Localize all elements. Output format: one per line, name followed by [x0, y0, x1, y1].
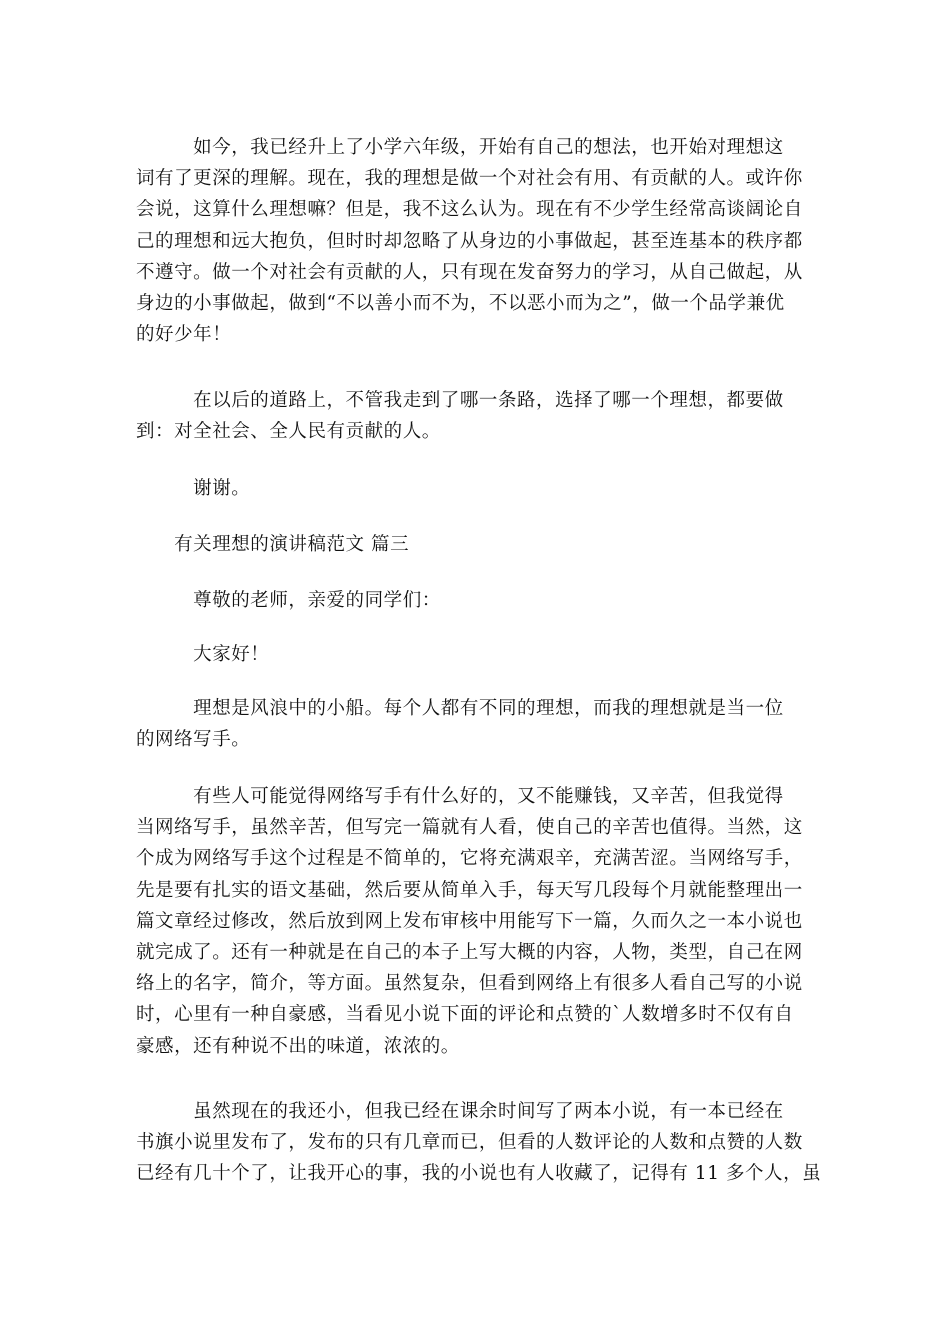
paragraph — [136, 385, 816, 447]
section-heading — [136, 529, 816, 560]
text-line: 到：对全社会、全人民有贡献的人。 — [136, 421, 441, 443]
paragraph — [136, 781, 816, 1062]
text-line: 如今，我已经升上了小学六年级，开始有自己的想法，也开始对理想这 — [136, 137, 784, 158]
text-line: 络上的名字，简介，等方面。虽然复杂，但看到网络上有很多人看自己写的小说 — [136, 973, 803, 995]
paragraph — [136, 585, 816, 616]
text-line: 先是要有扎实的语文基础，然后要从简单入手，每天写几段每个月就能整理出一 — [136, 879, 803, 901]
text-line: 尊敬的老师，亲爱的同学们： — [136, 590, 441, 611]
text-line: 身边的小事做起，做到“不以善小而不为，不以恶小而为之”，做一个品学兼优 — [136, 292, 785, 314]
text-line: 谢谢。 — [136, 478, 251, 499]
text-line: 虽然现在的我还小，但我已经在课余时间写了两本小说，有一本已经在 — [136, 1101, 784, 1122]
text-line: 有些人可能觉得网络写手有什么好的，又不能赚钱，又辛苦，但我觉得 — [136, 786, 784, 807]
paragraph — [136, 132, 816, 350]
text-line: 在以后的道路上，不管我走到了哪一条路，选择了哪一个理想，都要做 — [136, 390, 784, 411]
text-line: 己的理想和远大抱负，但时时却忽略了从身边的小事做起，甚至连基本的秩序都 — [136, 230, 803, 252]
text-line: 豪感，还有种说不出的味道，浓浓的。 — [136, 1035, 460, 1057]
paragraph — [136, 693, 816, 755]
paragraph — [136, 473, 816, 504]
text-line: 当网络写手，虽然辛苦，但写完一篇就有人看，使自己的辛苦也值得。当然，这 — [136, 817, 803, 839]
text-line: 理想是风浪中的小船。每个人都有不同的理想，而我的理想就是当一位 — [136, 698, 784, 719]
text-line: 会说，这算什么理想嘛？但是，我不这么认为。现在有不少学生经常高谈阔论自 — [136, 199, 803, 221]
text-line: 的好少年！ — [136, 324, 232, 346]
text-line: 篇文章经过修改，然后放到网上发布审核中用能写下一篇，久而久之一本小说也 — [136, 910, 803, 932]
text-line: 就完成了。还有一种就是在自己的本子上写大概的内容，人物，类型，自己在网 — [136, 941, 803, 963]
paragraph — [136, 639, 816, 670]
text-line: 词有了更深的理解。现在，我的理想是做一个对社会有用、有贡献的人。或许你 — [136, 168, 803, 190]
heading-line: 有关理想的演讲稿范文 篇三 — [136, 534, 410, 555]
text-line: 不遵守。做一个对社会有贡献的人，只有现在发奋努力的学习，从自己做起，从 — [136, 261, 803, 283]
text-line: 的网络写手。 — [136, 729, 251, 751]
text-line: 个成为网络写手这个过程是不简单的，它将充满艰辛，充满苦涩。当网络写手， — [136, 848, 803, 870]
text-line: 时，心里有一种自豪感，当看见小说下面的评论和点赞的`人数增多时不仅有自 — [136, 1004, 794, 1026]
text-line: 大家好！ — [136, 644, 270, 665]
text-line: 已经有几十个了，让我开心的事，我的小说也有人收藏了，记得有 11 多个人，虽 — [136, 1163, 822, 1185]
paragraph — [136, 1096, 822, 1190]
text-line: 书旗小说里发布了，发布的只有几章而已，但看的人数评论的人数和点赞的人数 — [136, 1132, 803, 1154]
